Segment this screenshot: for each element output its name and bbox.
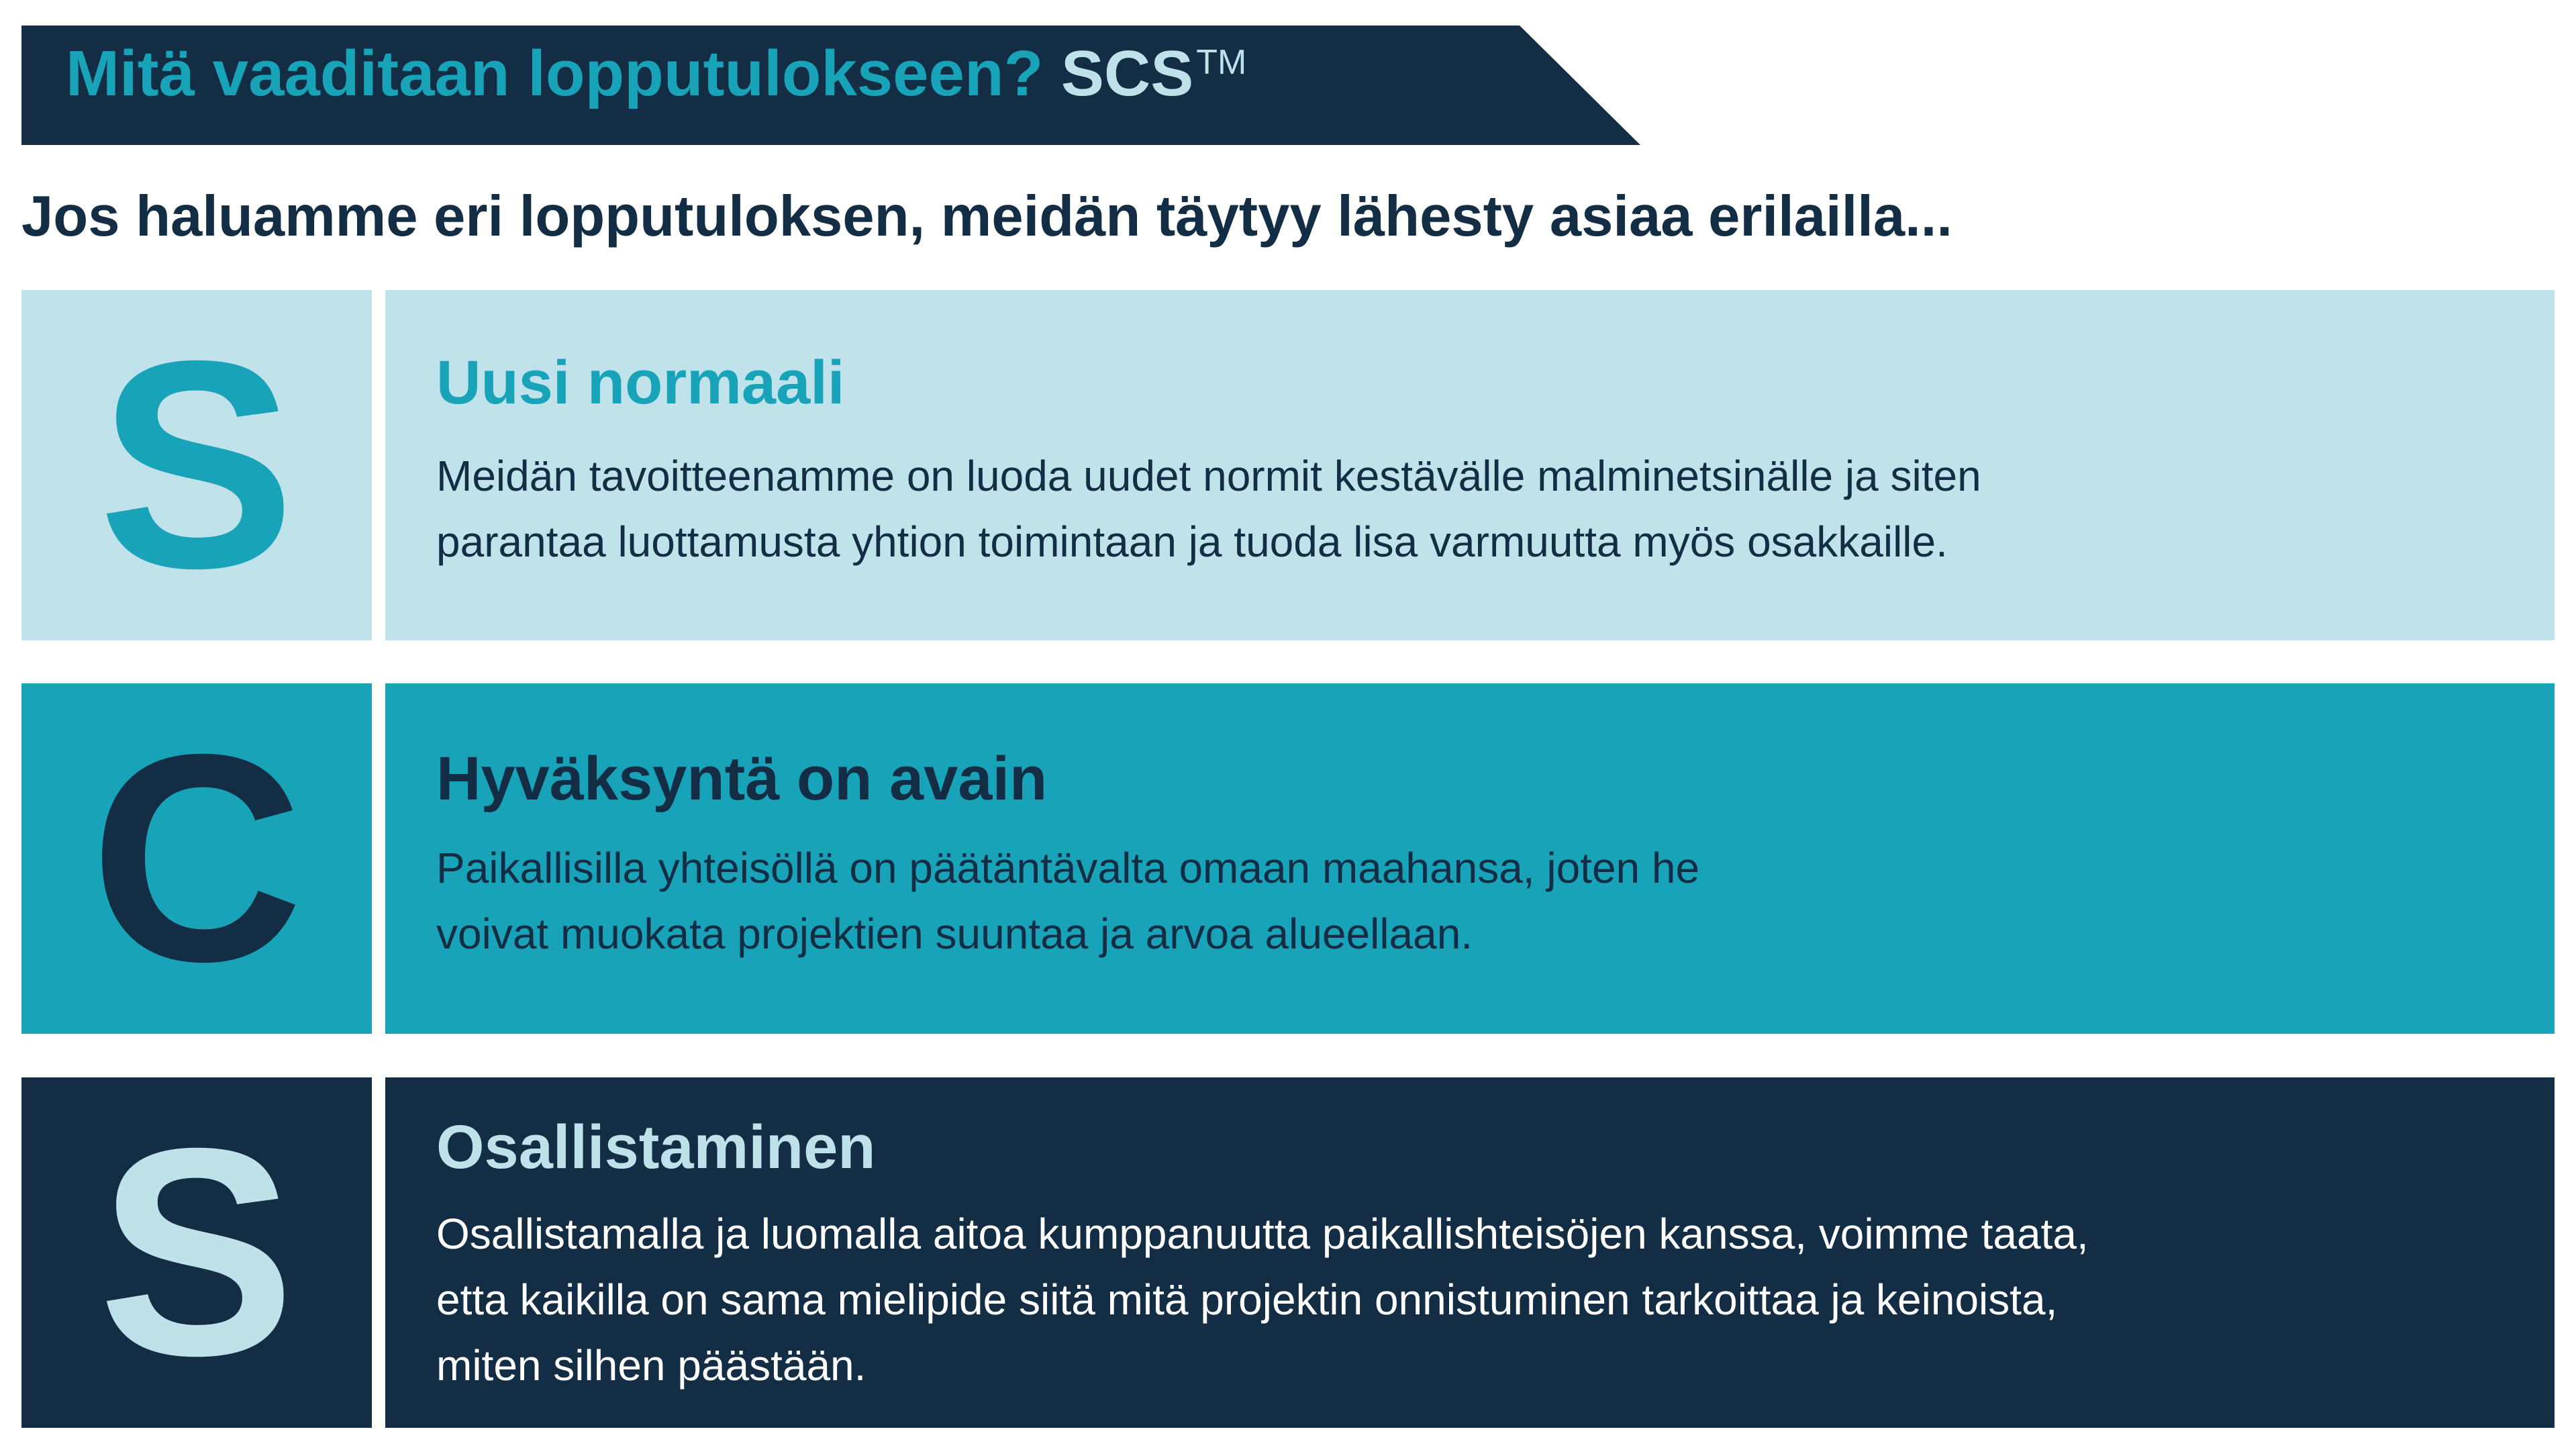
principle-row-sustainability — [21, 290, 2555, 640]
principle-letter: S — [98, 300, 295, 630]
description-line: Osallistamalla ja luomalla aitoa kumppanuutta paikallishteisöjen kanssa, voimme taata, — [436, 1210, 2089, 1258]
description-line: voivat muokata projektien suuntaa ja arvoa alueellaan. — [436, 910, 1473, 958]
principle-row-consent — [21, 683, 2555, 1034]
principle-content — [385, 290, 2555, 640]
principle-description — [436, 443, 1981, 575]
principle-description — [436, 835, 1699, 967]
letter-tile — [21, 683, 372, 1034]
principle-title: Uusi normaali — [436, 348, 845, 417]
header-banner — [21, 26, 1640, 145]
principle-title: Hyväksyntä on avain — [436, 744, 1048, 813]
principle-title: Osallistaminen — [436, 1113, 876, 1181]
description-line: miten silhen päästään. — [436, 1341, 866, 1390]
principle-letter: C — [90, 693, 303, 1023]
description-line: Meidän tavoitteenamme on luoda uudet normit kestävälle malminetsinälle ja siten — [436, 452, 1981, 500]
principle-letter: S — [98, 1087, 295, 1417]
trademark-symbol: TM — [1196, 43, 1247, 82]
page-title-accent: SCS — [1060, 38, 1194, 109]
description-line: parantaa luottamusta yhtion toimintaan ja tuoda lisa varmuutta myös osakkaille. — [436, 518, 1948, 566]
page-title — [66, 38, 1247, 109]
principle-row-shared — [21, 1077, 2555, 1428]
principle-description — [436, 1201, 2089, 1398]
principle-content — [385, 1077, 2555, 1428]
subtitle: Jos haluamme eri lopputuloksen, meidän täytyy lähesty asiaa erilailla... — [21, 185, 1952, 248]
letter-tile — [21, 290, 372, 640]
letter-tile — [21, 1077, 372, 1428]
description-line: etta kaikilla on sama mielipide siitä mitä projektin onnistuminen tarkoittaa ja keinoista, — [436, 1275, 2058, 1324]
principle-content — [385, 683, 2555, 1034]
description-line: Paikallisilla yhteisöllä on päätäntävalta omaan maahansa, joten he — [436, 844, 1700, 892]
page-title-main: Mitä vaaditaan lopputulokseen? — [66, 38, 1044, 109]
